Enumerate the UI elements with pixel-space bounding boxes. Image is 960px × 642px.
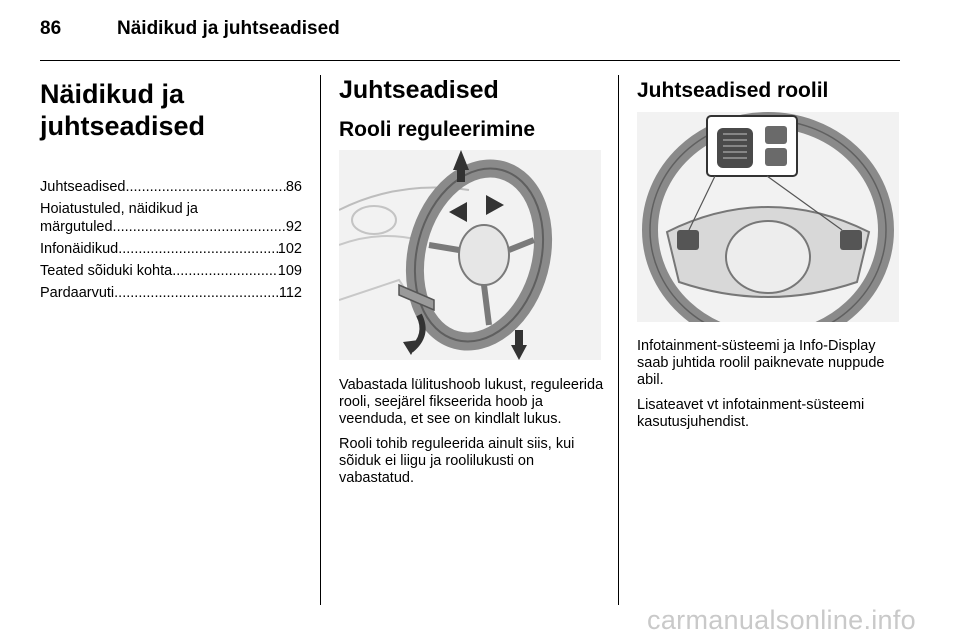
toc-entry-page: 92 [285,219,302,235]
toc-leader [172,262,278,280]
toc-entry[interactable] [40,284,302,302]
table-of-contents [40,178,302,306]
toc-leader [114,284,279,302]
section-heading-right: Juhtseadised roolil [637,79,829,102]
column-divider-2 [618,75,619,605]
toc-entry[interactable] [40,178,302,196]
toc-entry[interactable] [40,262,302,280]
chapter-title-line2: juhtseadised [40,111,206,141]
paragraph: Lisateavet vt infotainment-süsteemi kasutusjuhendist. [637,397,865,430]
toc-entry-title: Hoiatustuled, näidikud ja [40,201,198,217]
toc-entry[interactable] [40,240,302,258]
chapter-title-line1: Näidikud ja [40,79,185,109]
middle-text [339,377,604,495]
paragraph: Infotainment-süsteemi ja Info-Display saab juhtida roolil paiknevate nuppude abil. [637,338,885,388]
toc-entry-page: 86 [285,179,302,195]
right-text [637,338,902,439]
toc-leader [125,178,285,196]
toc-entry-title: Infonäidikud [40,241,119,257]
toc-leader [113,218,286,236]
paragraph: Vabastada lülitushoob lukust, reguleerida rooli, seejärel fikseerida hoob ja veenduda, et see on kindlalt lukus. [339,377,604,427]
toc-entry-title: Juhtseadised [40,179,126,195]
steering-wheel-controls-icon [637,112,899,322]
toc-entry-title: Pardaarvuti [40,285,115,301]
toc-entry-title: Teated sõiduki kohta [40,263,173,279]
section-heading: Juhtseadised [339,76,499,104]
toc-entry-page: 102 [277,241,302,257]
paragraph: Rooli tohib reguleerida ainult siis, kui sõiduk ei liigu ja roolilukusti on vabastatud. [339,436,575,486]
column-divider-1 [320,75,321,605]
toc-entry-page: 112 [278,285,302,301]
page-number: 86 [40,18,62,39]
toc-entry[interactable] [40,200,302,236]
chapter-title [40,78,310,142]
toc-entry-title-cont: märgutuled [40,219,113,235]
toc-leader [118,240,278,258]
header-rule [40,60,900,61]
steering-wheel-adjustment-icon [339,150,601,360]
running-header-title: Näidikud ja juhtseadised [117,18,340,39]
subsection-heading: Rooli reguleerimine [339,118,536,141]
toc-entry-page: 109 [277,263,302,279]
watermark: carmanualsonline.info [647,605,916,635]
